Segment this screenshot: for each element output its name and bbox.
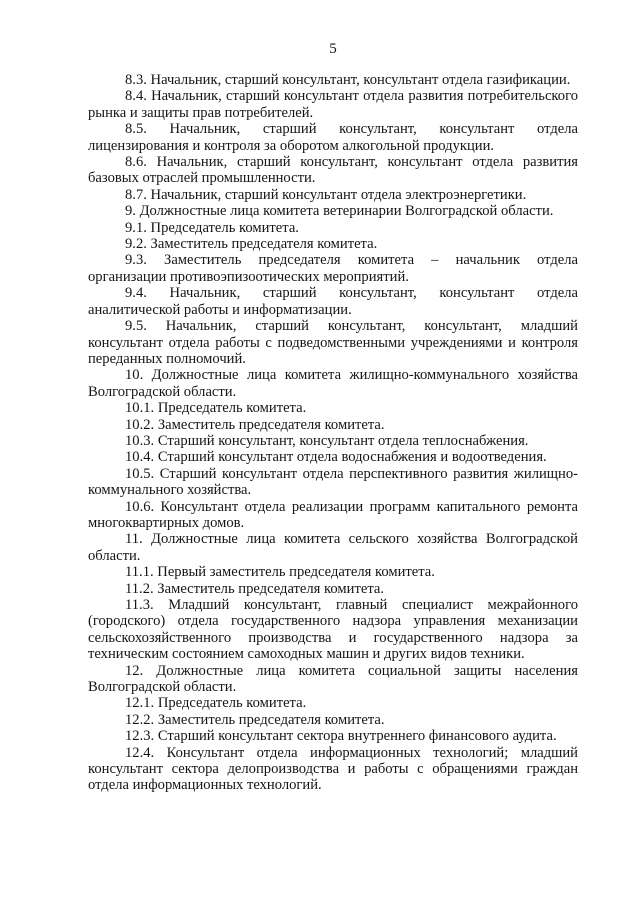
paragraph-10-6: 10.6. Консультант отдела реализации программ капитального ремонта многоквартирных домов. bbox=[88, 498, 578, 531]
paragraph-12-3: 12.3. Старший консультант сектора внутреннего финансового аудита. bbox=[125, 728, 557, 745]
paragraph-12-4: 12.4. Консультант отдела информационных технологий; младший консультант сектора делопроизводства и работы с обращениями граждан отдела информационных технологий. bbox=[88, 744, 578, 794]
paragraph-11-3: 11.3. Младший консультант, главный специалист межрайонного (городского) отдела государственного надзора управления механизации сельскохозяйственного производства и государственного надзора за техническим состоянием самоходных машин и других видов техники. bbox=[88, 597, 578, 663]
paragraph-9-4: 9.4. Начальник, старший консультант, консультант отдела аналитической работы и информатизации. bbox=[88, 285, 578, 318]
paragraph-12-1: 12.1. Председатель комитета. bbox=[125, 695, 307, 712]
paragraph-8-4: 8.4. Начальник, старший консультант отдела развития потребительского рынка и защиты прав потребителей. bbox=[88, 88, 578, 121]
paragraph-9-5: 9.5. Начальник, старший консультант, консультант, младший консультант отдела работы с подведомственными учреждениями и контроля переданных полномочий. bbox=[88, 318, 578, 367]
paragraph-9-3: 9.3. Заместитель председателя комитета – начальник отдела организации противоэпизоотических мероприятий. bbox=[88, 252, 578, 285]
paragraph-9-2: 9.2. Заместитель председателя комитета. bbox=[125, 236, 378, 253]
page-number: 5 bbox=[329, 41, 337, 57]
paragraph-10: 10. Должностные лица комитета жилищно-коммунального хозяйства Волгоградской области. bbox=[88, 367, 578, 400]
paragraph-10-1: 10.1. Председатель комитета. bbox=[125, 400, 307, 417]
paragraph-10-2: 10.2. Заместитель председателя комитета. bbox=[125, 416, 385, 433]
paragraph-9: 9. Должностные лица комитета ветеринарии Волгоградской области. bbox=[125, 203, 554, 220]
paragraph-12: 12. Должностные лица комитета социальной защиты населения Волгоградской области. bbox=[88, 662, 578, 696]
paragraph-12-2: 12.2. Заместитель председателя комитета. bbox=[125, 711, 385, 728]
paragraph-9-1: 9.1. Председатель комитета. bbox=[125, 219, 299, 236]
paragraph-8-6: 8.6. Начальник, старший консультант, консультант отдела развития базовых отраслей промышленности. bbox=[88, 154, 578, 187]
paragraph-11-1: 11.1. Первый заместитель председателя комитета. bbox=[125, 564, 435, 581]
paragraph-11-2: 11.2. Заместитель председателя комитета. bbox=[125, 580, 384, 597]
paragraph-10-4: 10.4. Старший консультант отдела водоснабжения и водоотведения. bbox=[125, 449, 547, 466]
paragraph-10-3: 10.3. Старший консультант, консультант отдела теплоснабжения. bbox=[125, 432, 529, 449]
paragraph-8-7: 8.7. Начальник, старший консультант отдела электроэнергетики. bbox=[125, 186, 527, 203]
paragraph-8-3: 8.3. Начальник, старший консультант, консультант отдела газификации. bbox=[125, 72, 571, 88]
paragraph-11: 11. Должностные лица комитета сельского хозяйства Волгоградской области. bbox=[88, 531, 578, 564]
paragraph-8-5: 8.5. Начальник, старший консультант, консультант отдела лицензирования и контроля за оборотом алкогольной продукции. bbox=[88, 121, 578, 154]
paragraph-10-5: 10.5. Старший консультант отдела перспективного развития жилищно-коммунального хозяйства. bbox=[88, 465, 578, 499]
